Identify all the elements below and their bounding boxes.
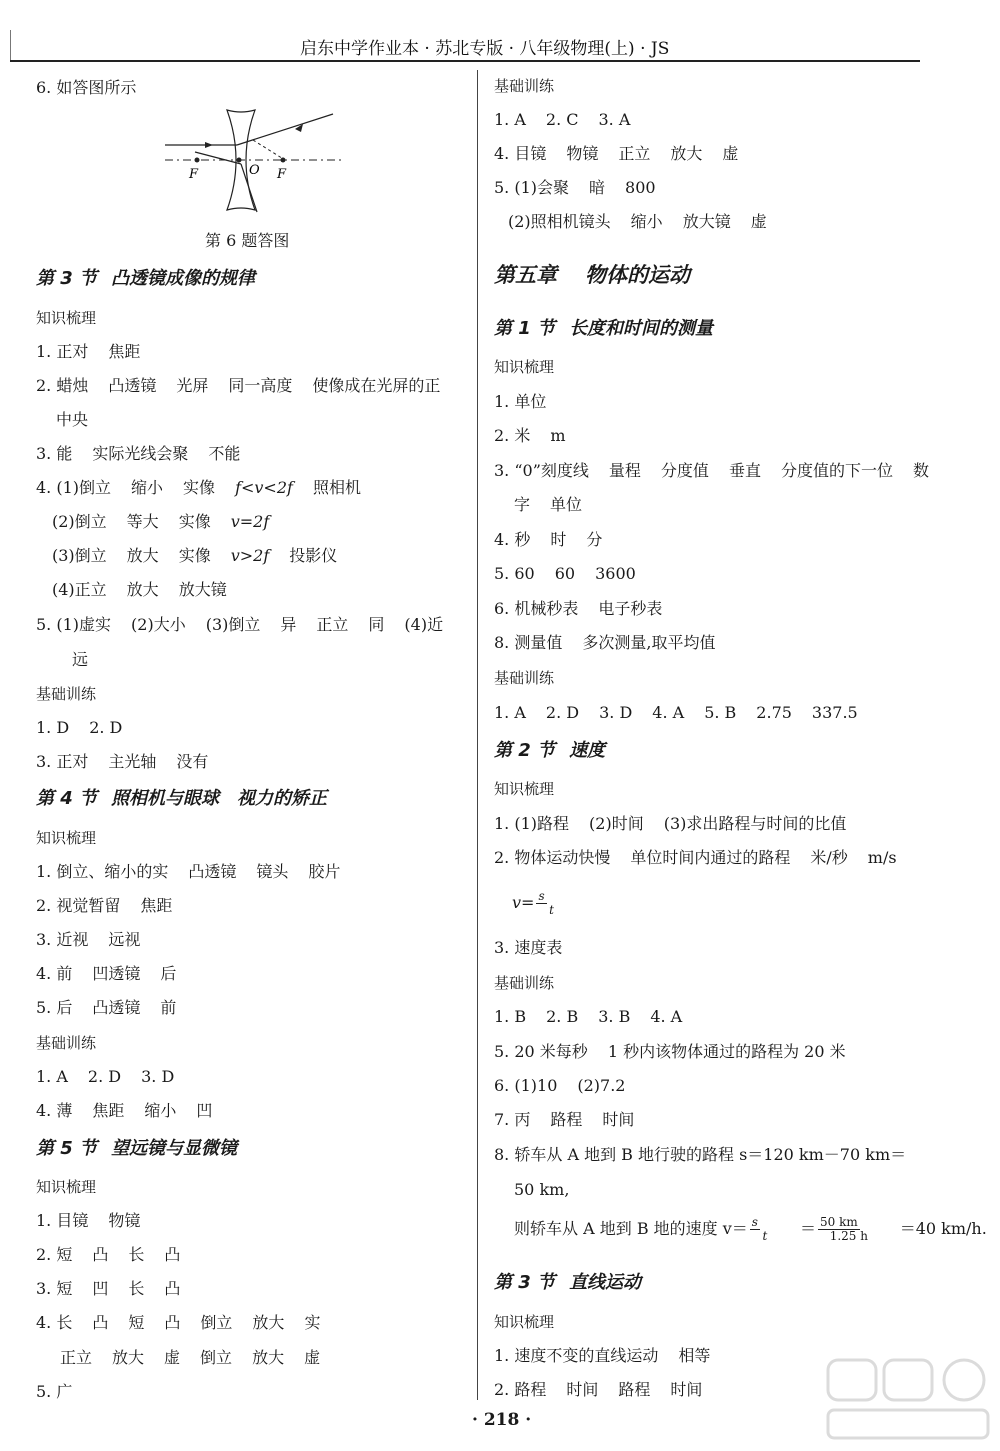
chapter-heading: 第五章 物体的运动 (494, 263, 690, 287)
answer-line: 4. 前 凹透镜 后 (36, 964, 177, 983)
answer-line: 2. 短 凸 长 凸 (36, 1245, 181, 1264)
answer-line: 4. 长 凸 短 凸 倒立 放大 实 (36, 1313, 321, 1332)
answer-line: 5. 后 凸透镜 前 (36, 998, 177, 1017)
q6-line: 6. 如答图所示 (36, 78, 137, 97)
answer-line: 1. B 2. B 3. B 4. A (494, 1007, 683, 1026)
label-o: O (249, 163, 260, 178)
label-f-right: F (277, 167, 287, 182)
focus-point-left (195, 158, 200, 163)
basic-training-label: 基础训练 (494, 77, 555, 95)
knowledge-label: 知识梳理 (36, 829, 97, 847)
extension-ray (253, 140, 285, 160)
answer-line: 50 km, (514, 1180, 570, 1199)
answer-line: 6. 机械秒表 电子秒表 (494, 599, 663, 618)
page-number: · 218 · (472, 1410, 532, 1430)
figure-caption: 第 6 题答图 (205, 231, 290, 250)
knowledge-label: 知识梳理 (36, 309, 97, 327)
knowledge-label: 知识梳理 (494, 780, 555, 798)
answer-line: 5. 20 米每秒 1 秒内该物体通过的路程为 20 米 (494, 1042, 846, 1061)
answer-line: 2. 视觉暂留 焦距 (36, 896, 173, 915)
answer-line: 2. 物体运动快慢 单位时间内通过的路程 米/秒 m/s (494, 848, 897, 867)
speed-calculation: 则轿车从 A 地到 B 地的速度 v＝ $\frac{s}{t}$ ＝ $\frac{50 km}{1.25 h}$ ＝40 km/h. (514, 1215, 987, 1243)
answer-line: 1. 倒立、缩小的实 凸透镜 镜头 胶片 (36, 862, 341, 881)
answer-line: 7. 丙 路程 时间 (494, 1110, 635, 1129)
answer-line: 4. 目镜 物镜 正立 放大 虚 (494, 144, 739, 163)
answer-line: 1. 正对 焦距 (36, 342, 141, 361)
header-tick-mark (10, 30, 11, 60)
answer-line: 5. (1)虚实 (2)大小 (3)倒立 异 正立 同 (4)近 (36, 615, 444, 634)
answer-line: 1. (1)路程 (2)时间 (3)求出路程与时间的比值 (494, 814, 847, 833)
answer-line: 5. 广 (36, 1382, 73, 1401)
focus-point-right (281, 158, 286, 163)
answer-line: 2. 路程 时间 路程 时间 (494, 1380, 703, 1399)
velocity-formula: v= $\frac{s}{t}$ (512, 889, 554, 917)
basic-training-label: 基础训练 (36, 685, 97, 703)
answer-line: 正立 放大 虚 倒立 放大 虚 (60, 1348, 321, 1367)
answer-line: 中央 (56, 410, 89, 429)
answer-line: 2. 蜡烛 凸透镜 光屏 同一高度 使像成在光屏的正 (36, 376, 441, 395)
answer-line: 4. 秒 时 分 (494, 530, 603, 549)
section-2-heading: 第 2 节 速度 (494, 740, 606, 761)
answer-line: 1. 目镜 物镜 (36, 1211, 141, 1230)
answer-line: 4. 薄 焦距 缩小 凹 (36, 1101, 213, 1120)
section-4-heading: 第 4 节 照相机与眼球 视力的矫正 (36, 788, 328, 809)
answer-line: 3. 能 实际光线会聚 不能 (36, 444, 241, 463)
answer-line: 1. A 2. C 3. A (494, 110, 631, 129)
arrow-upper (205, 142, 213, 148)
refracted-ray-upper (237, 114, 333, 145)
answer-line: 8. 测量值 多次测量,取平均值 (494, 633, 716, 652)
answer-line: 8. 轿车从 A 地到 B 地行驶的路程 s＝120 km－70 km＝ (494, 1145, 907, 1164)
answer-line: 1. D 2. D (36, 718, 123, 737)
answer-line: (4)正立 放大 放大镜 (52, 580, 227, 599)
incident-ray-lower (195, 152, 241, 164)
answer-line: 3. “0”刻度线 量程 分度值 垂直 分度值的下一位 数 (494, 461, 929, 480)
answer-line: 6. (1)10 (2)7.2 (494, 1076, 626, 1095)
answer-line: 1. A 2. D 3. D 4. A 5. B 2.75 337.5 (494, 703, 858, 722)
section-3-heading: 第 3 节 凸透镜成像的规律 (36, 268, 256, 289)
answer-line: 1. 速度不变的直线运动 相等 (494, 1346, 711, 1365)
answer-line: 1. A 2. D 3. D (36, 1067, 175, 1086)
knowledge-label: 知识梳理 (494, 1313, 555, 1331)
answer-line: 3. 速度表 (494, 938, 563, 957)
answer-line: 3. 近视 远视 (36, 930, 141, 949)
answer-line: 3. 正对 主光轴 没有 (36, 752, 209, 771)
answer-line: 5. (1)会聚 暗 800 (494, 178, 656, 197)
answer-line: 字 单位 (514, 495, 583, 514)
answer-line: 3. 短 凹 长 凸 (36, 1279, 181, 1298)
header-title: 启东中学作业本 · 苏北专版 · 八年级物理(上) · JS (300, 39, 670, 59)
knowledge-label: 知识梳理 (494, 358, 555, 376)
section-3-heading: 第 3 节 直线运动 (494, 1272, 642, 1293)
label-f-left: F (189, 167, 199, 182)
basic-training-label: 基础训练 (36, 1034, 97, 1052)
answer-line: 1. 单位 (494, 392, 547, 411)
section-1-heading: 第 1 节 长度和时间的测量 (494, 318, 714, 339)
answer-line: 4. (1)倒立 缩小 实像 f<v<2f 照相机 (36, 478, 361, 497)
basic-training-label: 基础训练 (494, 974, 555, 992)
optical-center-point (237, 158, 242, 163)
lens-diagram (165, 108, 345, 213)
column-divider (477, 70, 478, 1400)
answer-line: (3)倒立 放大 实像 v>2f 投影仪 (52, 546, 338, 565)
answer-line: (2)照相机镜头 缩小 放大镜 虚 (508, 212, 767, 231)
answer-line: (2)倒立 等大 实像 v=2f (52, 512, 270, 531)
section-5-heading: 第 5 节 望远镜与显微镜 (36, 1138, 238, 1159)
page-header (0, 0, 1000, 60)
basic-training-label: 基础训练 (494, 669, 555, 687)
watermark-logo (824, 1356, 994, 1446)
answer-line: 5. 60 60 3600 (494, 564, 636, 583)
answer-line: 2. 米 m (494, 426, 566, 445)
knowledge-label: 知识梳理 (36, 1178, 97, 1196)
answer-line: 远 (72, 650, 89, 669)
header-rule (10, 60, 920, 62)
